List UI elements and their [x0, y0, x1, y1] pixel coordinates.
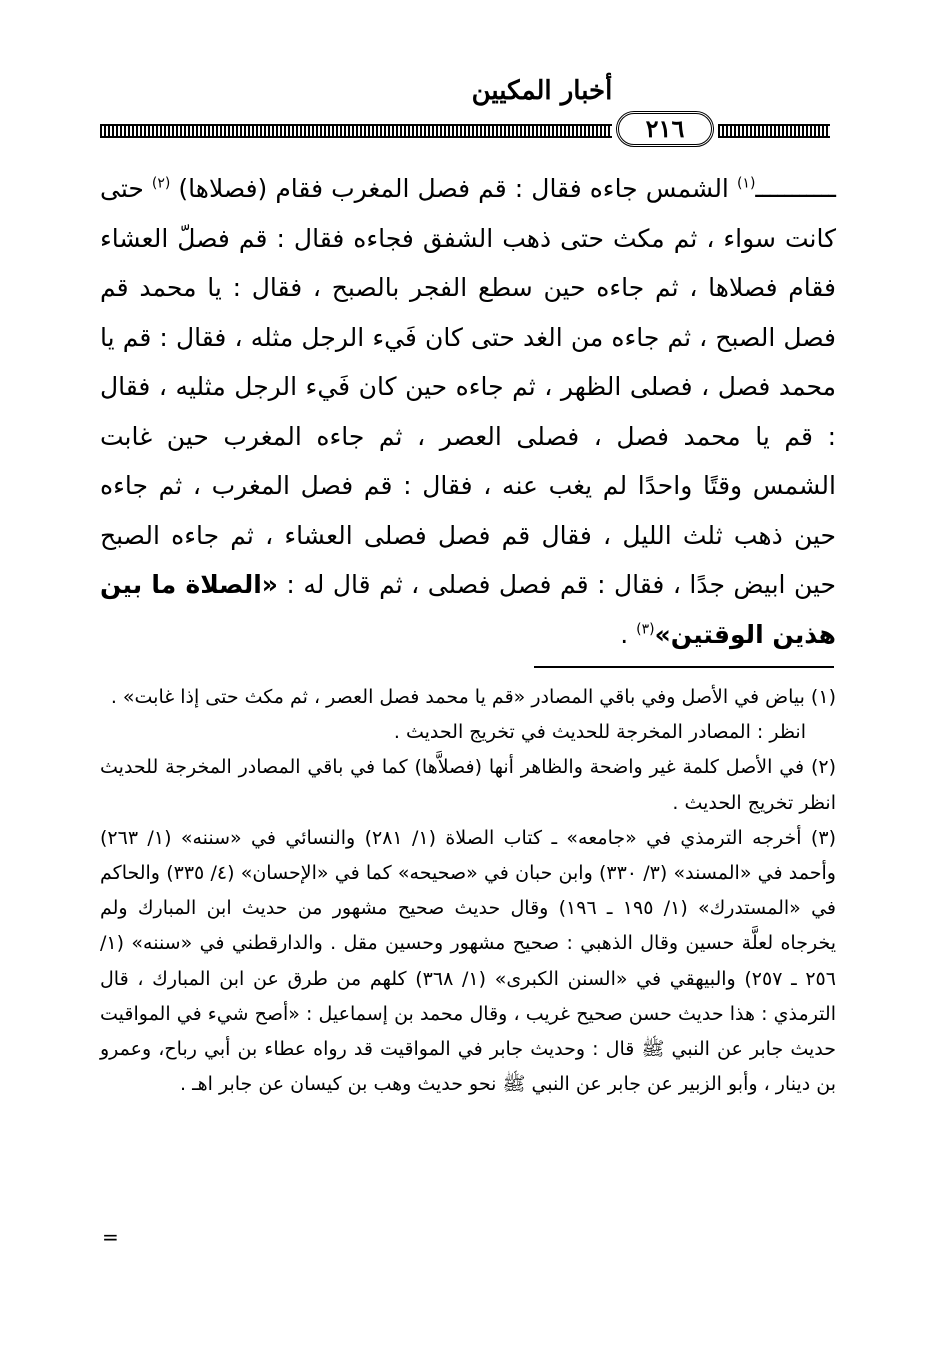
main-text-segment: حتى كانت سواء ، ثم مكث حتى ذهب الشفق فجاءه فقال : قم فصلّ العشاء فقام فصلاها ، ثم جاءه حين سطع الفجر بالصبح ، فقال : يا محمد قم فصل الصبح ، ثم جاءه من الغد حتى كان فَيء الرجل مثله ، فقال : قم يا محمد فصل ، فصلى الظهر ، ثم جاءه حين كان فَيء الرجل مثليه ، فقال : قم يا محمد فصل ، فصلى العصر ، ثم جاءه المغرب حين غابت الشمس وقتًا واحدًا لم يغب عنه ، فقال : قم فصل المغرب ، ثم جاءه حين ذهب ثلث الليل ، فقال قم فصل فصلى العشاء ، ثم جاءه الصبح حين ابيض جدًا ، فقال : قم فصل فصلى ، ثم قال له : — [100, 174, 836, 599]
header-ornament-rule-left — [100, 124, 612, 138]
header-ornament-rule-right — [718, 124, 830, 138]
footnote-ref-3: (٣) — [636, 621, 655, 638]
continuation-mark: = — [102, 1225, 119, 1249]
footnote-ref-1: (١) — [736, 175, 756, 192]
hadith-quote: «الصلاة ما بين هذين الوقتين» — [100, 570, 836, 649]
main-text-segment: الشمس جاءه فقال : قم فصل المغرب فقام (فصلاها) — [178, 174, 737, 203]
footnote-1-extra: انظر : المصادر المخرجة للحديث في تخريج الحديث . — [393, 721, 806, 744]
main-paragraph — [100, 164, 836, 659]
footnote-3: (٣) أخرجه الترمذي في «جامعه» ـ كتاب الصلاة (١/ ٢٨١) والنسائي في «سننه» (١/ ٢٦٣) وأحمد في «المسند» (٣/ ٣٣٠) وابن حبان في «صحيحه» كما في «الإحسان» (٤/ ٣٣٥) والحاكم في «المستدرك» (١/ ١٩٥ ـ ١٩٦) وقال حديث صحيح مشهور من حديث ابن المبارك ولم يخرجاه لعلَّة حسين وقال الذهبي : صحيح مشهور وحسين مقل . والدارقطني في «سننه» (١/ ٢٥٦ ـ ٢٥٧) والبيهقي في «السنن الكبرى» (١/ ٣٦٨) كلهم من طرق عن ابن المبارك ، قال الترمذي : هذا حديث حسن صحيح غريب ، وقال محمد بن إسماعيل : «أصح شيء في المواقيت حديث جابر عن النبي ﷺ قال : وحديث جابر في المواقيت قد رواه عطاء بن أبي رباح، وعمرو بن دينار ، وأبو الزبير عن جابر عن النبي ﷺ نحو حديث وهب بن كيسان عن جابر اهـ . — [100, 826, 836, 1096]
footnote-ref-2: (٢) — [151, 175, 171, 192]
main-text-end: . — [620, 619, 637, 649]
main-text — [100, 164, 836, 659]
footnotes — [100, 680, 836, 1102]
running-header-title: أخبار المكيين — [471, 76, 613, 106]
footnote-2: (٢) في الأصل كلمة غير واضحة والظاهر أنها (فصلاَّها) كما في باقي المصادر المخرجة للحديث انظر تخريج الحديث . — [100, 756, 836, 814]
footnote-separator — [534, 666, 834, 668]
gap-dashes: ـــــــــــ — [755, 174, 836, 203]
page-number: ٢١٦ — [616, 111, 714, 147]
footnote-1: (١) بياض في الأصل وفي باقي المصادر «قم يا محمد فصل العصر ، ثم مكث حتى إذا غابت» . — [110, 686, 836, 708]
